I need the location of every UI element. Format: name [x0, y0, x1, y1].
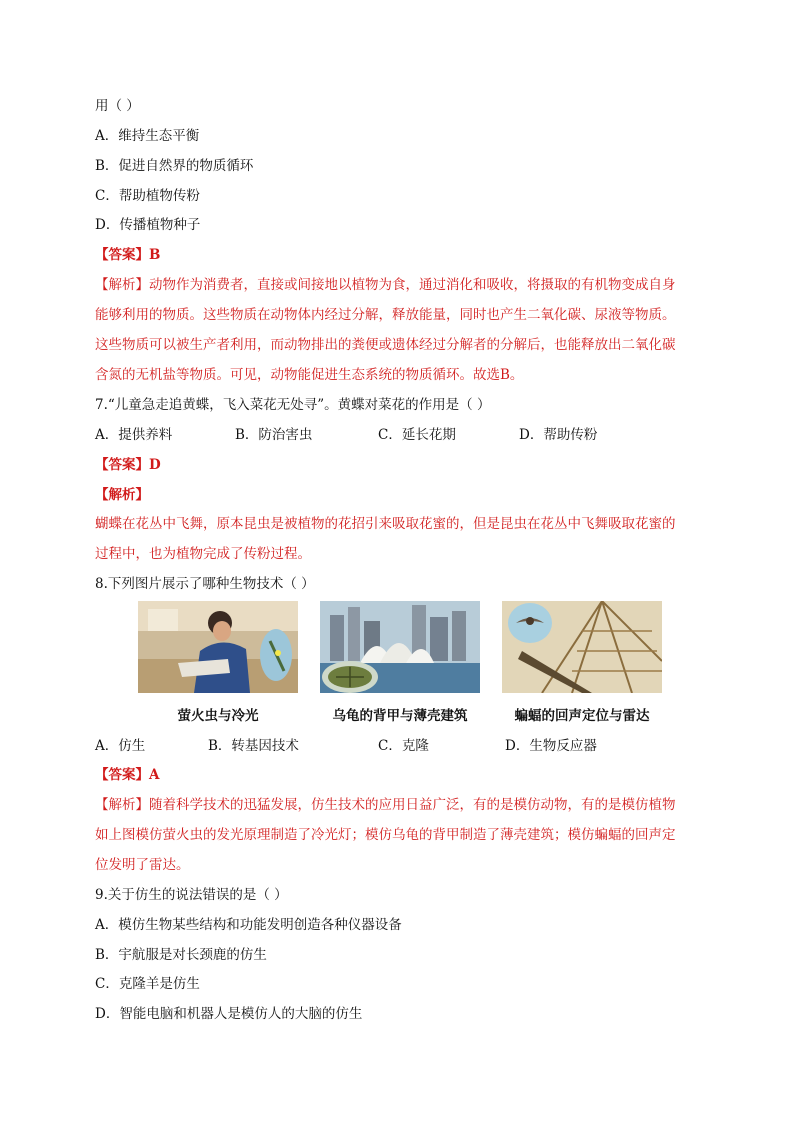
q6-option-b: B．促进自然界的物质循环	[95, 158, 254, 174]
firefly-cold-light-icon	[138, 601, 298, 693]
q6-answer: 【答案】B	[95, 247, 161, 263]
turtle-shell-architecture-figure	[320, 601, 480, 693]
firefly-caption: 萤火虫与冷光	[177, 708, 259, 724]
firefly-cold-light-figure	[138, 601, 298, 693]
q9-stem: 9.关于仿生的说法错误的是（ ）	[95, 887, 288, 903]
q7-stem: 7.“儿童急走追黄蝶，飞入菜花无处寻”。黄蝶对菜花的作用是（ ）	[95, 397, 491, 413]
q6-analysis-line-1: 【解析】动物作为消费者，直接或间接地以植物为食，通过消化和吸收，将摄取的有机物变成自身	[95, 277, 676, 293]
q7-option-a: A．提供养料	[95, 427, 173, 443]
q6-option-c: C．帮助植物传粉	[95, 188, 200, 204]
q9-option-b: B．宇航服是对长颈鹿的仿生	[95, 947, 267, 963]
q8-analysis-line-1: 【解析】随着科学技术的迅猛发展，仿生技术的应用日益广泛，有的是模仿动物，有的是模仿植物	[95, 797, 676, 813]
q8-option-a: A．仿生	[95, 738, 146, 754]
q8-stem: 8.下列图片展示了哪种生物技术（ ）	[95, 576, 315, 592]
q6-analysis-line-2: 能够利用的物质。这些物质在动物体内经过分解，释放能量，同时也产生二氧化碳、尿液等物质。	[95, 307, 676, 323]
q8-option-b: B．转基因技术	[208, 738, 299, 754]
q8-option-c: C．克隆	[378, 738, 429, 754]
q6-stem-end: 用（ ）	[95, 98, 140, 114]
bat-radar-figure	[502, 601, 662, 693]
q6-analysis-line-3: 这些物质可以被生产者利用，而动物排出的粪便或遗体经过分解者的分解后，也能释放出二氧化碳	[95, 337, 676, 353]
q7-analysis-line-1: 蝴蝶在花丛中飞舞，原本昆虫是被植物的花招引来吸取花蜜的，但是昆虫在花丛中飞舞吸取花蜜的	[95, 516, 676, 532]
bat-radar-icon	[502, 601, 662, 693]
q6-option-d: D．传播植物种子	[95, 217, 201, 233]
q7-answer: 【答案】D	[95, 457, 161, 473]
turtle-shell-architecture-icon	[320, 601, 480, 693]
q9-option-c: C．克隆羊是仿生	[95, 976, 200, 992]
bat-caption: 蝙蝠的回声定位与雷达	[514, 708, 650, 724]
turtle-caption: 乌龟的背甲与薄壳建筑	[332, 708, 468, 724]
q7-option-b: B．防治害虫	[235, 427, 313, 443]
q7-option-d: D．帮助传粉	[519, 427, 598, 443]
q7-analysis-line-2: 过程中，也为植物完成了传粉过程。	[95, 546, 311, 562]
q9-option-d: D．智能电脑和机器人是模仿人的大脑的仿生	[95, 1006, 363, 1022]
q6-analysis-line-4: 含氮的无机盐等物质。可见，动物能促进生态系统的物质循环。故选B。	[95, 367, 524, 383]
q8-analysis-line-2: 如上图模仿萤火虫的发光原理制造了冷光灯；模仿乌龟的背甲制造了薄壳建筑；模仿蝙蝠的回声定	[95, 827, 676, 843]
q9-option-a: A．模仿生物某些结构和功能发明创造各种仪器设备	[95, 917, 402, 933]
q8-option-d: D．生物反应器	[505, 738, 597, 754]
q6-option-a: A．维持生态平衡	[95, 128, 200, 144]
q8-answer: 【答案】A	[95, 767, 160, 783]
q8-analysis-line-3: 位发明了雷达。	[95, 857, 190, 873]
q7-analysis-label: 【解析】	[95, 487, 149, 503]
q7-option-c: C．延长花期	[378, 427, 456, 443]
